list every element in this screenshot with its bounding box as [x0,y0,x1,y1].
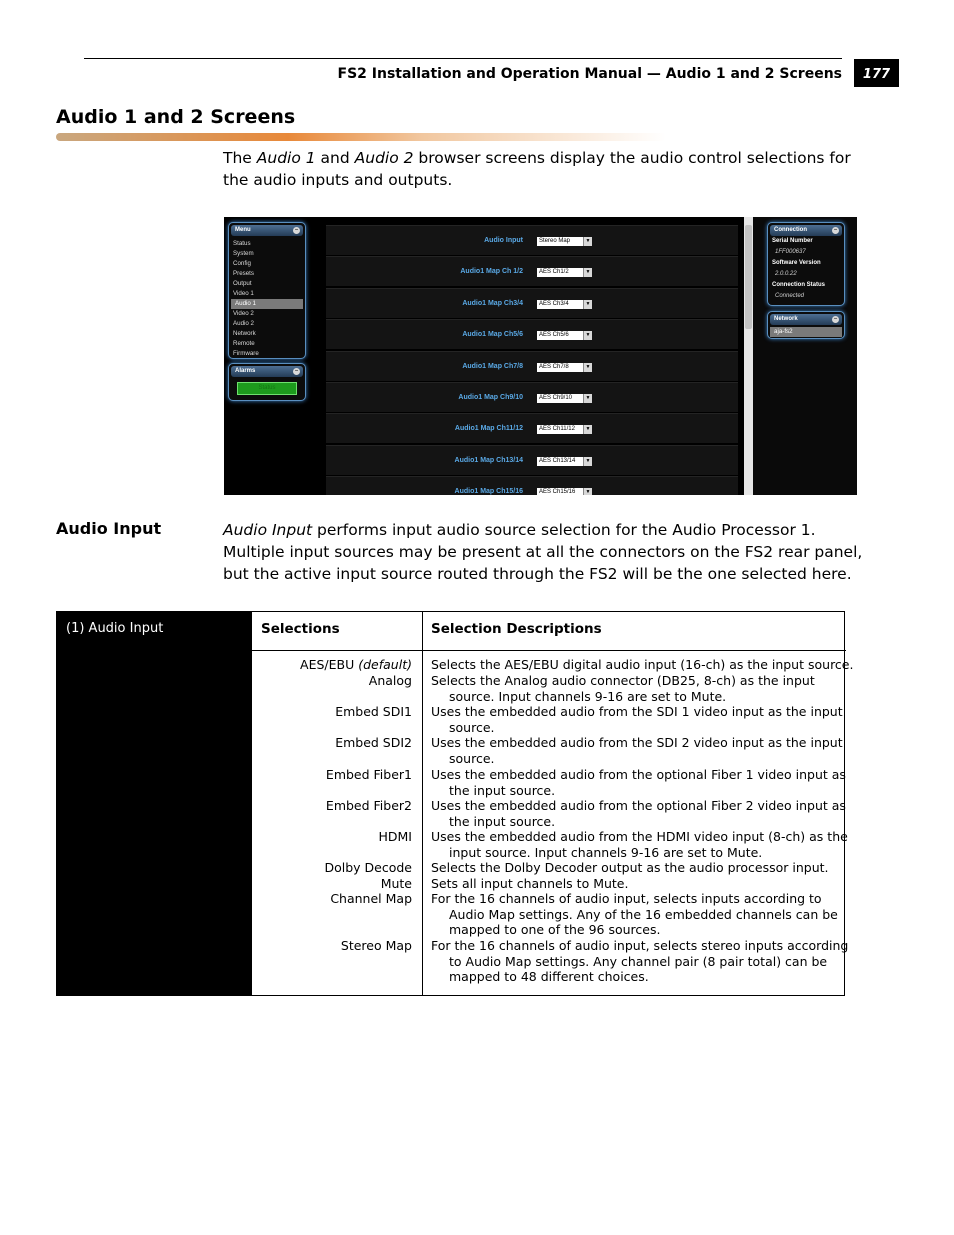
setting-dropdown[interactable] [537,425,592,434]
selection-name: Embed Fiber1 [325,767,412,782]
audio-setting-row [326,382,738,412]
selection-description: Uses the embedded audio from the optional Fiber 2 video input as the input source. [431,798,846,829]
running-head: FS2 Installation and Operation Manual — Audio 1 and 2 Screens [337,66,842,82]
audio-setting-row [326,445,738,475]
setting-label: Audio1 Map Ch9/10 [458,393,523,401]
alarm-status-button[interactable]: Status [237,382,297,395]
selection-description: Uses the embedded audio from the SDI 2 video input as the input source. [431,735,843,766]
chevron-down-icon[interactable]: ▼ [583,457,592,466]
menu-item-audio-1[interactable]: Audio 1 [231,299,303,309]
collapse-icon[interactable]: – [833,227,838,233]
selection-description: Uses the embedded audio from the HDMI video input (8-ch) as the input source. Input channels 9-16 are set to Mute. [431,829,848,860]
serial-number-value: 1FF000637 [775,249,806,255]
selection-name: Embed SDI1 [335,704,412,719]
network-panel-header: Network – [770,314,842,325]
menu-item-presets[interactable]: Presets [233,270,254,277]
menu-item-system[interactable]: System [233,250,254,257]
chevron-down-icon[interactable]: ▼ [583,394,592,403]
setting-label: Audio1 Map Ch11/12 [454,425,523,433]
menu-item-network[interactable]: Network [233,330,256,337]
intro-paragraph: The Audio 1 and Audio 2 browser screens display the audio control selections for the audio inputs and outputs. [223,149,851,189]
setting-dropdown[interactable] [537,331,592,340]
software-version-label: Software Version [772,260,821,266]
connection-status-label: Connection Status [772,282,826,288]
audio-setting-row [326,476,738,495]
audio-setting-row [326,225,738,255]
selection-description: Uses the embedded audio from the optional Fiber 1 video input as the input source. [431,767,846,798]
menu-item-output[interactable]: Output [233,280,252,287]
selection-description: Selects the Dolby Decoder output as the audio processor input. [431,860,829,875]
chevron-down-icon[interactable]: ▼ [583,363,592,372]
scrollbar[interactable] [744,217,753,495]
table-row-label-cell [57,612,252,995]
menu-panel [228,222,306,359]
audio-setting-row [326,351,738,381]
dropdown-value: AES Ch15/16 [539,489,576,495]
menu-list [229,239,305,359]
chevron-down-icon[interactable]: ▼ [583,488,592,495]
browser-screenshot [224,217,857,495]
dropdown-value: AES Ch11/12 [539,426,575,433]
setting-dropdown[interactable] [537,363,592,372]
chevron-down-icon[interactable]: ▼ [583,300,592,309]
setting-dropdown[interactable] [537,300,592,309]
section-title: Audio 1 and 2 Screens [56,106,296,128]
selection-description: For the 16 channels of audio input, selects stereo inputs according to Audio Map settings. Any channel pair (8 pair total) can be mapped to 48 different choices. [431,938,849,985]
selection-name: AES/EBU (default) [300,657,412,672]
chevron-down-icon[interactable]: ▼ [583,331,592,340]
chevron-down-icon[interactable]: ▼ [583,268,592,277]
default-tag: (default) [358,657,412,672]
col-header-descriptions: Selection Descriptions [431,621,602,637]
audio-setting-row [326,288,738,318]
title-underline-swoosh [56,133,666,141]
right-sidebar [753,217,857,495]
dropdown-value: Stereo Map [539,238,571,244]
setting-label: Audio1 Map Ch7/8 [462,362,523,370]
setting-label: Audio1 Map Ch15/16 [454,488,523,495]
software-version-value: 2.0.0.22 [775,271,797,277]
selection-description: Uses the embedded audio from the SDI 1 video input as the input source. [431,704,843,735]
selection-name: HDMI [378,829,412,844]
setting-label: Audio Input [484,237,523,244]
dropdown-value: AES Ch1/2 [539,269,569,276]
connection-status-value: Connected [775,293,805,299]
setting-dropdown[interactable] [537,394,592,403]
selection-description: Selects the AES/EBU digital audio input (16-ch) as the input source. [431,657,854,672]
alarms-panel-header: Alarms – [231,366,303,377]
serial-number-label: Serial Number [772,238,813,244]
menu-item-audio-2[interactable]: Audio 2 [233,320,254,327]
menu-item-firmware[interactable]: Firmware [233,350,259,357]
setting-dropdown[interactable] [537,237,592,246]
audio-input-table [56,611,854,996]
menu-item-config[interactable]: Config [233,260,251,267]
selection-description: Selects the Analog audio connector (DB25, 8-ch) as the input source. Input channels 9-16 are set to Mute. [431,673,815,704]
audio-setting-row [326,319,738,349]
menu-panel-header: Menu – [231,225,303,236]
collapse-icon[interactable]: – [294,227,299,233]
connection-panel-header: Connection – [770,225,842,236]
dropdown-value: AES Ch9/10 [539,394,573,401]
menu-item-status[interactable]: Status [233,240,251,247]
collapse-icon[interactable]: – [833,316,838,322]
audio-setting-row [326,413,738,443]
menu-item-remote[interactable]: Remote [233,340,255,347]
audio-input-paragraph: Audio Input performs input audio source selection for the Audio Processor 1. Multiple input sources may be present at all the connectors on the FS2 rear panel, but the active input source routed through the FS2 will be the one selected here. [223,521,863,583]
setting-label: Audio1 Map Ch 1/2 [460,268,523,276]
audio-settings-rows [326,225,738,495]
column-divider [422,612,423,995]
header-rule [84,58,842,59]
chevron-down-icon[interactable]: ▼ [583,237,592,246]
dropdown-value: AES Ch3/4 [539,300,569,307]
selection-name: Embed Fiber2 [325,798,412,813]
selection-name: Stereo Map [340,938,412,953]
collapse-icon[interactable]: – [294,368,299,374]
setting-dropdown[interactable] [537,268,592,277]
col-header-selections: Selections [261,621,340,637]
page-number: 177 [854,59,899,87]
scrollbar-thumb[interactable] [745,225,752,329]
alarms-panel [228,363,306,401]
setting-dropdown[interactable] [537,488,592,495]
audio-setting-row [326,256,738,286]
network-item-aja-fs2[interactable]: aja-fs2 [770,327,842,337]
selection-description: For the 16 channels of audio input, selects inputs according to Audio Map settings. Any of the 16 embedded channels can be mapped to one of the 96 sources. [431,891,838,938]
menu-item-video-2[interactable]: Video 2 [233,310,254,317]
setting-dropdown[interactable] [537,457,592,466]
selection-name: Embed SDI2 [335,735,412,750]
connection-panel [767,222,845,306]
chevron-down-icon[interactable]: ▼ [583,425,592,434]
dropdown-value: AES Ch13/14 [539,457,576,464]
network-panel [767,311,845,339]
selection-name: Dolby Decode [324,860,412,875]
setting-label: Audio1 Map Ch5/6 [462,331,523,339]
dropdown-value: AES Ch7/8 [539,363,569,370]
selection-name: Mute [380,876,412,891]
selection-description: Sets all input channels to Mute. [431,876,629,891]
header-divider [252,650,846,651]
setting-label: Audio1 Map Ch3/4 [462,299,523,307]
selection-name: Channel Map [330,891,412,906]
selection-name: Analog [368,673,412,688]
menu-item-video-1[interactable]: Video 1 [233,290,254,297]
audio-input-heading: Audio Input [56,519,162,538]
dropdown-value: AES Ch5/6 [539,332,569,339]
setting-label: Audio1 Map Ch13/14 [454,456,523,464]
table-row-label: (1) Audio Input [66,621,164,636]
